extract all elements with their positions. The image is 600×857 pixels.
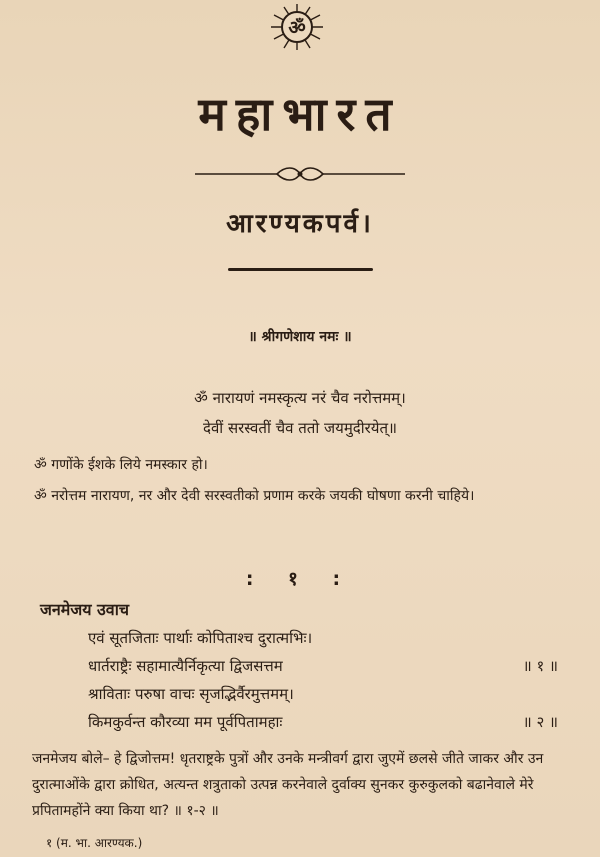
divider-rule <box>228 268 373 271</box>
opening-verse-line-1: ॐ नारायणं नमस्कृत्य नरं चैव नरोत्तमम्। <box>194 389 406 407</box>
speaker-heading: जनमेजय उवाच <box>40 600 130 619</box>
shloka-text: एवं सूतजिताः पार्थाः कोपिताश्च दुरात्मभिः। <box>88 629 313 647</box>
meaning-line-1: ॐ गणोंके ईशके लिये नमस्कार हो। <box>34 457 208 473</box>
page-title: महाभारत <box>198 87 402 141</box>
meaning-line-2: ॐ नरोत्तम नारायण, नर और देवी सरस्वतीको प्रणाम करके जयकी घोषणा करनी चाहिये। <box>34 488 475 504</box>
invocation-line: ॥ श्रीगणेशाय नमः ॥ <box>248 329 352 345</box>
shloka-text: किमकुर्वन्त कौरव्या मम पूर्वपितामहाः <box>88 713 283 731</box>
shloka-line <box>88 656 558 676</box>
parva-subtitle: आरण्यकपर्व। <box>226 209 374 239</box>
shloka-number: ॥ २ ॥ <box>522 713 558 731</box>
shloka-text: श्राविताः परुषा वाचः सृजद्भिर्वैरमुत्तमम्। <box>88 685 294 703</box>
shloka-line <box>88 712 558 732</box>
ornamental-divider <box>195 164 405 184</box>
chapter-number: : १ : <box>245 568 355 590</box>
om-sun-emblem-icon <box>270 3 324 51</box>
shloka-line <box>88 684 558 704</box>
translation-paragraph: जनमेजय बोले– हे द्विजोत्तम! धृतराष्ट्रके पुत्रों और उनके मन्त्रीवर्ग द्वारा जुएमें छलसे जीते जाकर और उन दुरात्माओंके द्वारा क्रोधित, अत्यन्त शत्रुताको उत्पन्न करनेवाले दुर्वाक्य सुनकर कुरुकुलको बढानेवाले मेरे प्रपितामहोंने क्या किया था? ॥ १-२ ॥ <box>32 751 544 819</box>
om-glyph: ॐ <box>288 17 306 39</box>
shloka-line <box>88 628 558 648</box>
page-footer-signature: १ (म. भा. आरण्यक.) <box>46 836 143 850</box>
opening-verse-line-2: देवीं सरस्वतीं चैव ततो जयमुदीरयेत्॥ <box>202 419 398 437</box>
shloka-number: ॥ १ ॥ <box>522 657 558 675</box>
shloka-text: धार्तराष्ट्रैः सहामात्यैर्निकृत्या द्विजसत्तम <box>88 657 283 675</box>
